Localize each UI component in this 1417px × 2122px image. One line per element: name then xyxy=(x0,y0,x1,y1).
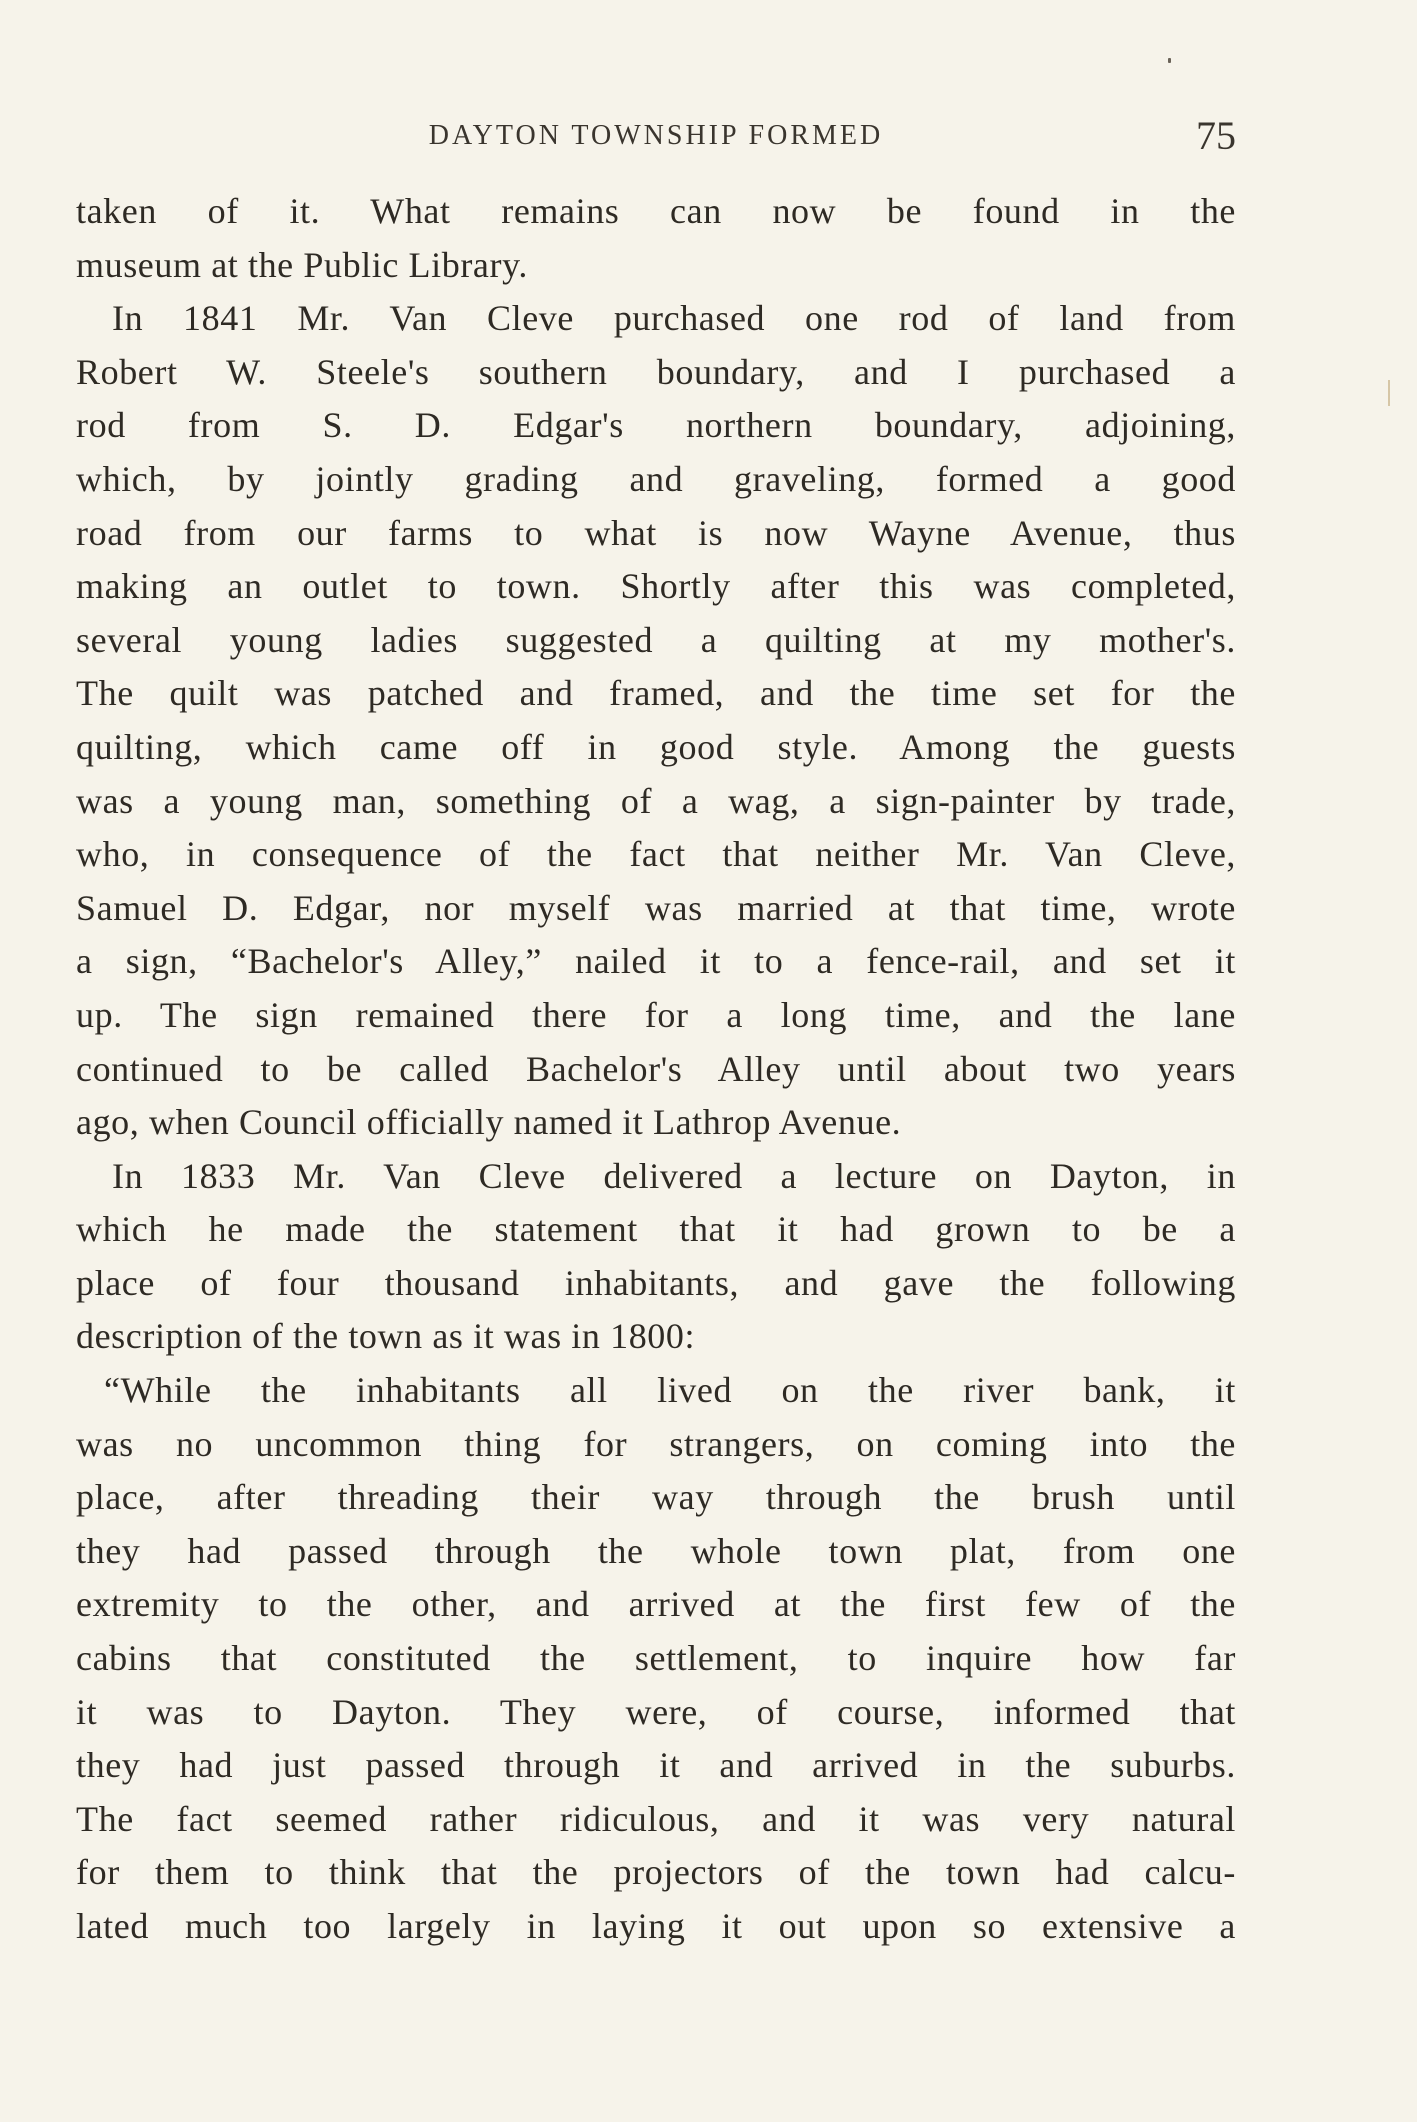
text-line: taken of it. What remains can now be found in the xyxy=(76,191,1236,231)
text-line: The quilt was patched and framed, and the time set for the xyxy=(76,673,1236,714)
running-head xyxy=(76,112,1236,162)
text-line: it was to Dayton. They were, of course, informed that xyxy=(76,1691,1236,1732)
running-title: DAYTON TOWNSHIP FORMED xyxy=(428,120,884,151)
text-line: was a young man, something of a wag, a sign-painter by trade, xyxy=(76,780,1236,821)
text-line: Robert W. Steele's southern boundary, and I purchased a xyxy=(76,351,1236,392)
text-line: they had just passed through it and arrived in the suburbs. xyxy=(76,1745,1236,1786)
page-edge-mark xyxy=(1388,380,1390,406)
text-line: In 1841 Mr. Van Cleve purchased one rod of land from xyxy=(112,298,1236,339)
text-line: a sign, “Bachelor's Alley,” nailed it to a fence-rail, and set it xyxy=(76,941,1236,982)
text-line: The fact seemed rather ridiculous, and it was very natural xyxy=(76,1798,1236,1839)
text-line: was no uncommon thing for strangers, on coming into the xyxy=(76,1423,1236,1464)
text-line: In 1833 Mr. Van Cleve delivered a lecture on Dayton, in xyxy=(112,1155,1236,1196)
text-line: lated much too largely in laying it out upon so extensive a xyxy=(76,1906,1236,1946)
text-line: ago, when Council officially named it Lathrop Avenue. xyxy=(76,1102,902,1143)
text-line: place of four thousand inhabitants, and gave the following xyxy=(76,1262,1236,1303)
text-line: extremity to the other, and arrived at the first few of the xyxy=(76,1584,1236,1625)
text-line: quilting, which came off in good style. Among the guests xyxy=(76,726,1236,767)
text-line: road from our farms to what is now Wayne Avenue, thus xyxy=(76,512,1236,553)
text-line: several young ladies suggested a quilting at my mother's. xyxy=(76,619,1236,660)
text-line: making an outlet to town. Shortly after this was completed, xyxy=(76,566,1236,607)
text-line: “While the inhabitants all lived on the river bank, it xyxy=(104,1370,1236,1411)
text-line: continued to be called Bachelor's Alley until about two years xyxy=(76,1048,1236,1089)
text-line: which he made the statement that it had grown to be a xyxy=(76,1209,1236,1250)
text-line: museum at the Public Library. xyxy=(76,244,528,285)
text-line: who, in consequence of the fact that neither Mr. Van Cleve, xyxy=(76,834,1236,875)
page-number: 75 xyxy=(1196,113,1236,158)
text-line: which, by jointly grading and graveling, formed a good xyxy=(76,458,1236,499)
text-line: description of the town as it was in 1800: xyxy=(76,1316,696,1357)
text-line: rod from S. D. Edgar's northern boundary, adjoining, xyxy=(76,405,1236,446)
text-line: cabins that constituted the settlement, to inquire how far xyxy=(76,1638,1236,1679)
text-line: Samuel D. Edgar, nor myself was married at that time, wrote xyxy=(76,887,1236,928)
text-line: they had passed through the whole town plat, from one xyxy=(76,1530,1236,1571)
body-text xyxy=(76,185,1236,1954)
text-line: for them to think that the projectors of the town had calcu- xyxy=(76,1852,1236,1893)
print-speck xyxy=(1168,58,1171,63)
text-line: up. The sign remained there for a long time, and the lane xyxy=(76,994,1236,1035)
text-line: place, after threading their way through the brush until xyxy=(76,1477,1236,1518)
